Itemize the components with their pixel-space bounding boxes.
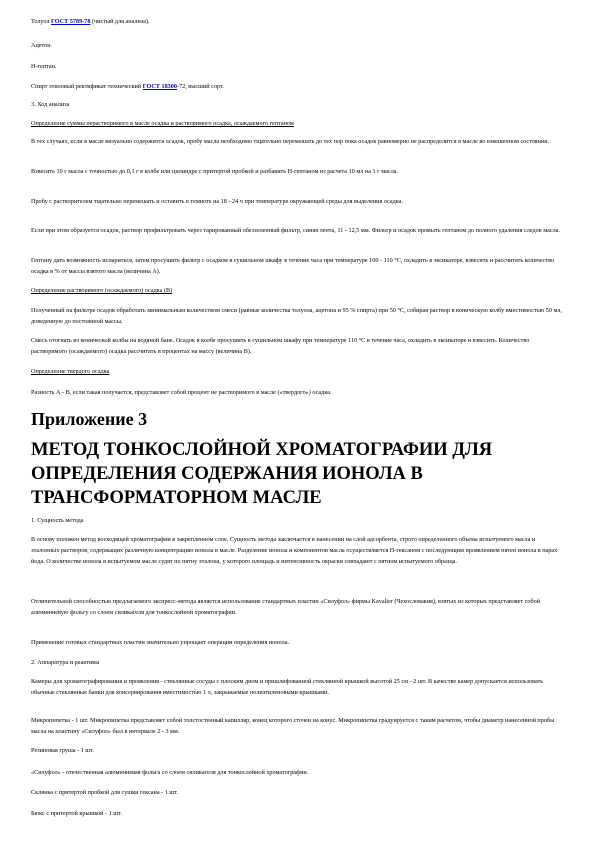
paragraph: Отличительной способностью предлагаемого экспресс-метода является использование стандартных пластин «Силуфол» фирмы Kavalier (Чехословакия), взятых из которых представляет собой алюминиевую фольгу со слоем силикагеля для тонкослойной хроматографии. <box>31 598 541 616</box>
reagent-toluene: Толуол ГОСТ 5789-78 (чистый для анализа). <box>31 18 150 25</box>
subheading-solid-sediment: Определение твердого осадка <box>31 368 110 375</box>
paragraph: Полученный на фильтре осадок обработать минимальным количеством смеси (равные количества толуола, ацетона и 95 % спирта) при 50 °С, собирая раствор в коническую колбу вместимостью 50 мл, доведенную до постоянной массы. <box>31 307 563 325</box>
paragraph: Бюкс с притертой крышкой - 1 шт. <box>31 810 122 817</box>
section-heading-essence: 1. Сущность метода <box>31 517 84 524</box>
paragraph: «Силуфол» - отечественная алюминиевая фольга со слоем силикагеля для тонкослойной хроматографии. <box>31 769 309 776</box>
paragraph: Камеры для хроматографирования и проявления - стеклянные сосуды с плоским дном и пришлифованной стеклянной крышкой высотой 25 см - 2 шт. В качестве камер допускается использовать обычные стеклянные банки для консервирования вместимостью 1 л, закрываемые полиэтиленовыми крышками. <box>31 678 544 696</box>
appendix-heading: Приложение 3 <box>31 409 148 429</box>
reagent-acetone: Ацетон. <box>31 42 53 49</box>
paragraph: В тех случаях, если в масле визуально содержится осадок, пробу масла необходимо тщательно перемешать до тех пор пока осадок равномерно не распределится в масле во взвешенном состоянии. <box>31 138 550 145</box>
paragraph: Разность А - В, если такая получается, представляет собой процент не растворимого в масле («твердого») осадка. <box>31 389 332 396</box>
paragraph: Гептану дать возможность испариться, затем просушить фильтр с осадком в сушильном шкафу в течение часа при температуре 100 - 110 °С, охладить в эксикаторе, взвесить и рассчитать количество осадка в % от массы взятого масла (величина А). <box>31 257 555 275</box>
paragraph: Применение готовых стандартных пластин значительно упрощает операции определения ионола. <box>31 639 289 646</box>
paragraph: Взвесить 10 г масла с точностью до 0,1 г в колбе или цилиндре с притертой пробкой и разбавить Н-гептаном из расчета 10 мл на 1 г масла. <box>31 168 398 175</box>
reagent-heptane: Н-гептан. <box>31 63 57 70</box>
paragraph: В основу положен метод восходящей хроматографии в закрепленном слое. Сущность метода заключается в нанесении на слой адсорбента, строго определенного объема испытуемого масла и эталонных растворов, содержащих различную концентрацию ионола в масле. Разделение ионола и компонентов масла осуществляется Н-гексаном с последующим проявлением пятен ионола в парах йода. О количестве ионола в испытуемом масле судят по пятну эталона, у которого площадь и интенсивность окраски совпадают с пятном испытуемого образца. <box>31 536 558 565</box>
paragraph: Если при этом образуется осадок, раствор профильтровать через тарированный обеззоленный фильтр, синяя лента, 11 - 12,5 мм. Фильтр и осадок промыть гептаном до полного удаления следов масла. <box>31 227 560 234</box>
paragraph: Смесь отогнать из конической колбы на водяной бане. Осадок в колбе просушить в сушильном шкафу при температуре 110 °С в течение часа, охладить в эксикаторе и взвесить. Количество растворимого (осаждаемого) осадка рассчитать в процентах на массу (величина В). <box>31 337 530 355</box>
paragraph: Склянка с притертой пробкой для сушки гексана - 1 шт. <box>31 789 178 796</box>
subheading-total-sediment: Определение суммы нерастворимого в масле осадка и растворимого осадка, осаждаемого гептаном <box>31 120 294 127</box>
paragraph: Микропипетка - 1 шт. Микропипетка представляет собой толстостенный капилляр, конец которого сточен на конус. Микропипетка градуируется с таким расчетом, чтобы диаметр нанесенной пробы масла на пластину «Силуфол» был в интервале 2 - 3 мм. <box>31 717 555 735</box>
gost-18300-link[interactable]: ГОСТ 18300 <box>142 83 177 90</box>
gost-5789-link[interactable]: ГОСТ 5789-78 <box>51 18 91 25</box>
paragraph: Резиновая груша - 1 шт. <box>31 747 94 754</box>
reagent-ethanol: Спирт этиловый ректификат технический ГОСТ 18300-72, высший сорт. <box>31 83 224 90</box>
subheading-soluble-sediment: Определение растворимого (осаждаемого) осадка (В) <box>31 287 173 294</box>
document-title: МЕТОД ТОНКОСЛОЙНОЙ ХРОМАТОГРАФИИ ДЛЯ ОПРЕДЕЛЕНИЯ СОДЕРЖАНИЯ ИОНОЛА В ТРАНСФОРМАТОРНОМ МАСЛЕ <box>31 440 493 508</box>
section-heading-analysis: 3. Ход анализа <box>31 101 70 108</box>
paragraph: Пробу с растворителем тщательно перемешать и оставить в темноте на 18 - 24 ч при температуре окружающей среды для выделения осадка. <box>31 198 404 205</box>
section-heading-equipment: 2. Аппаратура и реактивы <box>31 659 100 666</box>
